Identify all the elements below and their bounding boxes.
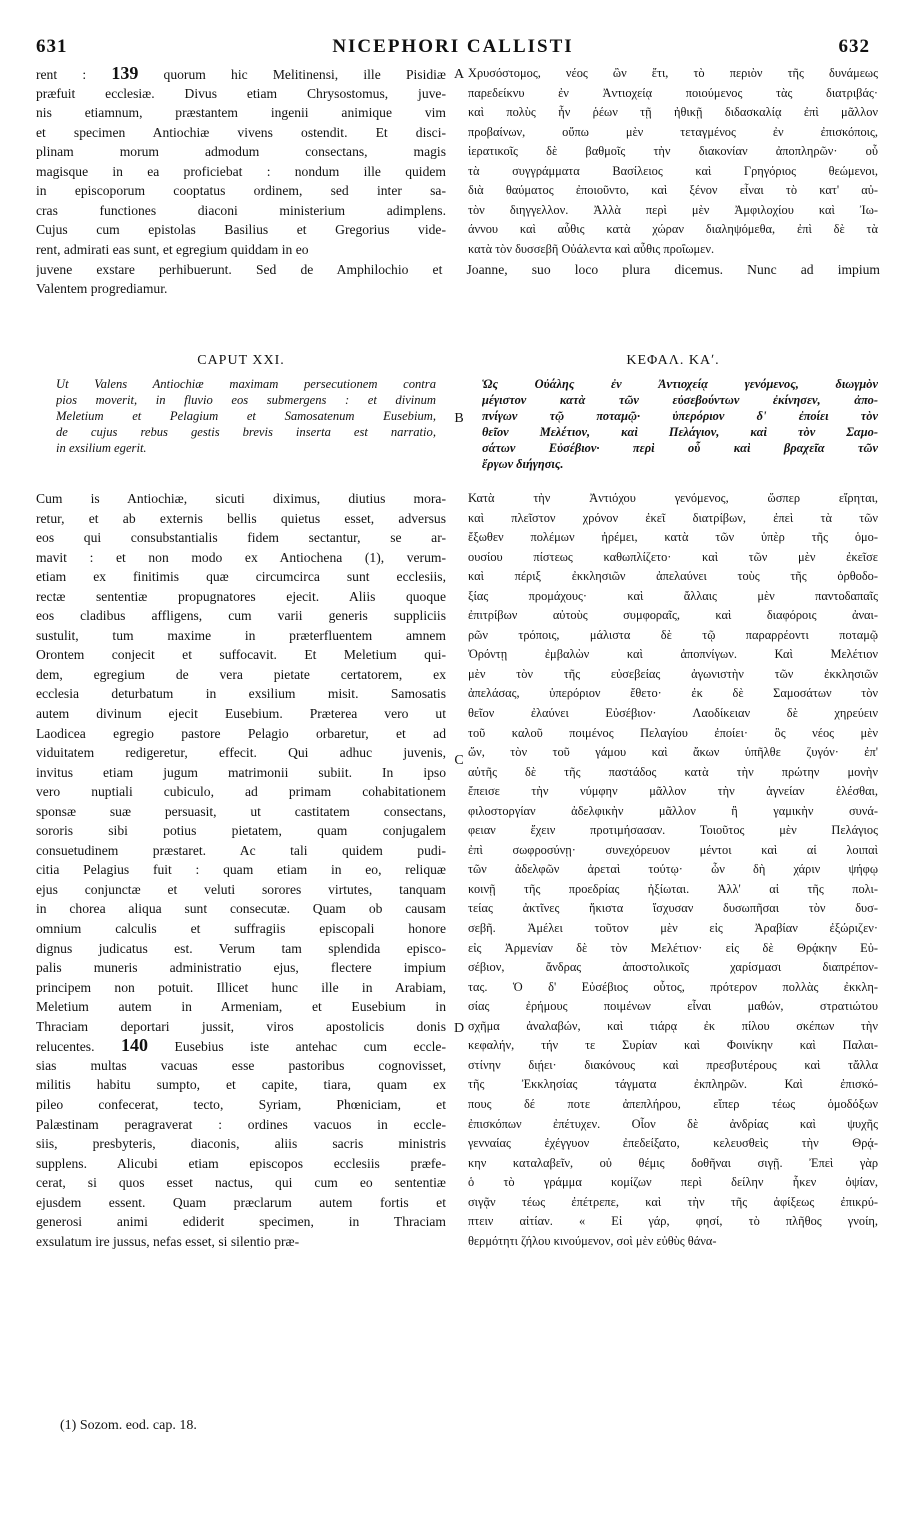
text-line: Ὡς Οὐάλης ἐν Ἀντιοχείᾳ γενόμενος, διωγμὸν: [482, 377, 878, 391]
text-line: πους δέ ποτε ἀπεπλήρου, εἴπερ τέως ὁμοδόξων: [468, 1096, 878, 1111]
text-line: de cujus rebus gestis brevis inserta est narratio,: [56, 425, 436, 439]
text-line: κεφαλήν, τήν τε Συρίαν καὶ Φοινίκην καὶ Παλαι-: [468, 1038, 878, 1053]
text-line: καὶ πέριξ ἐκκλησιῶν ἀπελαύνει τοὺς τῆς ὀρθοδο-: [468, 569, 878, 584]
text-line: retur, et ab externis bellis quietus esset, adversus: [36, 510, 446, 526]
text-line: τὸν διηγγελλον. Ἀλλὰ περὶ μὲν Ἀμφιλοχίου καὶ Ἰω-: [468, 202, 878, 217]
greek-chapter-title: ΚΕΦΑΛ. ΚΑʹ.: [626, 353, 720, 368]
text-line: viduitatem redigeretur, effecit. Qui adhuc juvenis,: [36, 745, 446, 761]
text-line: Thraciam deportari jussit, viros apostolicis donis: [36, 1018, 446, 1034]
text-line: pios moverit, in fluvio eos submergens : et divinum: [56, 393, 436, 407]
text-line: θεῖον ἐλαύνει Εὐσέβιον· Λαοδίκειαν δὲ χηρεύειν: [468, 706, 878, 721]
latin-body: [36, 489, 446, 1251]
margin-marker-a: A: [453, 67, 465, 82]
text-line: άννου καὶ αὖθις κατὰ χώραν διαληψόμεθα, ἐπὶ δὲ τὰ: [468, 222, 878, 237]
text-line: sororis sibi potius pietatem, quam conjugalem: [36, 823, 446, 839]
greek-body: [468, 489, 878, 1251]
text-line: omnium calculis et suffragiis episcopali honore: [36, 921, 446, 937]
latin-intro: [36, 64, 446, 259]
text-line: militis habitu sumpto, et capite, tiara, quam ex: [36, 1077, 446, 1093]
text-line: vero nuptiali cubiculo, ad primam cohabitationem: [36, 784, 446, 800]
text-line: θερμότητι ζήλου κινούμενον, σοὶ μὲν εὐθὺς θάνα-: [468, 1233, 717, 1248]
text-line: μὲν τὸν τῆς εὐσεβείας ἀγωνιστὴν τῶν ἐκκλησιῶν: [468, 666, 878, 681]
text-line: Ὀρόντῃ ἐμβαλὼν καὶ ἀποπνίγων. Καὶ Μελέτιον: [468, 647, 878, 662]
greek-chapter-summary: [482, 376, 878, 472]
text-line: ἱερατικοῖς δὲ βαθμοῖς τὴν διακονίαν ἀποπληρῶν· οὗ: [468, 144, 878, 159]
section-number: 140: [121, 1036, 149, 1056]
text-line: φιλοστοργίαν ἀδελφικὴν μᾶλλον ἢ γαμικὴν συνά-: [468, 803, 878, 818]
text-line: ejusdem essent. Quam præclarum autem fortis et: [36, 1194, 446, 1210]
text-line: pileo confecerat, tecto, Syriam, Phœniciam, et: [36, 1096, 446, 1112]
text-line: Palæstinam peragraverat : ordines vacuos in eccle-: [36, 1116, 446, 1132]
page-header: [36, 36, 870, 62]
text-line: καὶ πολὺς ἦν ῥέων τῇ ἠθικῇ διδασκαλίᾳ ἐπὶ μᾶλλον: [468, 105, 878, 120]
text-line: σίας ἐρήμους ποιμένων εἶναι μαθών, στρατιώτου: [468, 999, 878, 1014]
text-line: citia Pelagius fuit : quam etiam in eo, reliquæ: [36, 862, 446, 878]
left-page-number: 631: [36, 36, 68, 57]
text-line: ουσίου πίστεως καθωπλίζετο· καὶ τῶν μὲν ἐκεῖσε: [468, 549, 878, 564]
text-line: Valentem progrediamur.: [36, 281, 168, 297]
text-line: Χρυσόστομος, νέος ὢν ἔτι, τὸ περιὸν τῆς δυνάμεως: [468, 66, 878, 80]
text-line: rent, admirati eas sunt, et egregium quiddam in eo: [36, 241, 309, 257]
text-line: σέβιον, ἄνδρας ἀποστολικοῖς χαρίσμασι διαπρέπον-: [468, 960, 878, 975]
text-line: κοινῇ τῆς προεδρίας ἠξίωται. Ἀλλ' αἱ τῆς πολι-: [468, 881, 878, 896]
text-line: τοῦ καλοῦ ποιμένος Πελαγίου ἐποίει· ὃς νέος μὲν: [468, 725, 878, 740]
text-line: eos qui consubstantialis fidem sectantur, se ar-: [36, 530, 446, 546]
text-line: σχῆμα ἀναλαβών, καὶ τιάρᾳ ἐκ πίλου σκέπων τὴν: [468, 1018, 878, 1033]
text-line: τὰ συγγράμματα Βασίλειος καὶ Γρηγόριος θεώμενοι,: [468, 163, 878, 178]
text-line: magisque in ea proficiebat : nondum ille quidem: [36, 163, 446, 179]
text-line: τας. Ὁ δ' Εὐσέβιος οὗτος, πρότερον πολλὰς ἐκκλη-: [468, 979, 878, 994]
text-line: dem, egregium de vera pietate certatorem, ex: [36, 666, 446, 682]
text-line: πνίγων τῷ ποταμῷ· ὑπερόριον δ' ἐποίει τὸν: [482, 409, 878, 423]
text-line: ἀπελάσας, ὑπερόριον ἔθετο· ἐκ δὲ Σαμοσάτων τὸν: [468, 686, 878, 701]
text-line: præfuit ecclesiæ. Divus etiam Chrysostomus, juve-: [36, 85, 446, 101]
text-line: ξίας προμάχους· καὶ ἄλλαις μὲν παντοδαπαῖς: [468, 588, 878, 603]
text-line: generosi animi ediderit specimen, in Thraciam: [36, 1214, 446, 1230]
text-line: in chorea aliqua sunt consecutæ. Quam ob causam: [36, 901, 446, 917]
text-line: rent : 139 quorum hic Melitinensi, ille Pisidiæ: [36, 64, 446, 83]
margin-marker-b: B: [454, 411, 464, 426]
full-width-intro: [36, 260, 880, 299]
text-line: ὤν, τὸν τοῦ γάμου καὶ ἄκων ὑπῆλθε ζυγόν· ἐπ': [468, 745, 878, 760]
text-line: Meletium et Pelagium et Samosatenum Eusebium,: [56, 409, 436, 423]
text-line: sponsæ suæ persuasit, ut castitatem consectans,: [36, 803, 446, 819]
text-line: autem divinum ejecit Eusebium. Præterea vero ut: [36, 706, 446, 722]
text-line: cras functiones diaconi ministerium adimplens.: [36, 202, 446, 218]
text-line: σεβῆ. Ἀμέλει τοῦτον μὲν εἰς Ἀραβίαν ἐξώριζεν·: [468, 921, 878, 936]
text-line: τῆς Ἐκκλησίας τάγματα ἐκπληρῶν. Καὶ ἐπισκό-: [468, 1077, 878, 1092]
text-line: dignus judicatus est. Verum tam splendida episco-: [36, 940, 446, 956]
greek-intro: [468, 64, 878, 259]
text-line: Orontem conjecit et suffocavit. Et Meletium qui-: [36, 647, 446, 663]
text-line: καὶ πλεῖστον χρόνον ἐκεῖ διατρίβων, ἐπεὶ τὰ τῶν: [468, 510, 878, 525]
text-line: siis, presbyteris, diaconis, aliis sacris ministris: [36, 1136, 446, 1152]
text-line: ἔργων διήγησις.: [482, 457, 564, 471]
text-line: rectæ sententiæ propugnatores ejecit. Aliis quoque: [36, 588, 446, 604]
text-line: ἐπισκόπων ἐπέτυχεν. Οἷον δὲ ἀνδρίας καὶ ψυχῆς: [468, 1116, 878, 1131]
text-line: σιγᾷν τέως ἐπέτρεπε, καὶ τὴν τῆς ἀφίξεως ἐπικρύ-: [468, 1194, 878, 1209]
text-line: sustulit, tum maxime in præterfluentem amnem: [36, 627, 446, 643]
text-line: invitus etiam jugum matrimonii subiit. In ipso: [36, 764, 446, 780]
text-line: γενναίας ἐχέγγυον ἐπεδείξατο, κελευσθεὶς τὴν Θρᾴ-: [468, 1136, 878, 1151]
latin-chapter-summary: [56, 376, 436, 456]
text-line: αὐτῆς δὲ τῆς παστάδος κατὰ τὴν πρώτην μονὴν: [468, 764, 878, 779]
text-line: Κατὰ τὴν Ἀντιόχου γενόμενος, ὥσπερ εἴρηται,: [468, 491, 878, 505]
text-line: παρεδείκνυ ἐν Ἀντιοχείᾳ ποιούμενος τὰς διατριβάς·: [468, 85, 878, 100]
section-number: 139: [111, 64, 139, 83]
text-line: μέγιστον κατὰ τῶν εὐσεβούντων ἐκίνησεν, ἀπο-: [482, 393, 878, 407]
text-line: consuetudinem præstaret. Ac tali quidem pudi-: [36, 842, 446, 858]
text-line: Meletium autem in Armeniam, et Eusebium in: [36, 999, 446, 1015]
text-line: eos cladibus affligens, cum varii generis suppliciis: [36, 608, 446, 624]
text-line: mavit : et non modo ex Antiochena (1), verum-: [36, 549, 446, 565]
text-line: plinam morum admodum consectans, magis: [36, 144, 446, 160]
running-title: NICEPHORI CALLISTI: [332, 36, 574, 57]
text-line: Ut Valens Antiochiæ maximam persecutionem contra: [56, 377, 436, 391]
text-line: ἔξωθεν πολέμων ἠρέμει, κατὰ τῶν ὑπὲρ τῆς ὁμο-: [468, 530, 878, 545]
text-line: Cujus cum epistolas Basilius et Gregorius vide-: [36, 222, 446, 238]
text-line: palis muneris administratio ejus, flectere impium: [36, 960, 446, 976]
text-line: θεῖον Μελέτιον, καὶ Πελάγιον, καὶ τὸν Σαμο-: [482, 425, 878, 439]
latin-chapter-title: CAPUT XXI.: [197, 353, 285, 368]
text-line: στίνην διῄει· διακόνους καὶ πρεσβυτέρους καὶ τἄλλα: [468, 1057, 878, 1072]
text-line: et specimen Antiochiæ vivens ostendit. Et disci-: [36, 124, 446, 140]
text-line: ρῶν τρόποις, μάλιστα δὲ τῷ παραρρέοντι ποταμῷ: [468, 627, 878, 642]
text-line: supplens. Alicubi etiam episcopos ecclesiis præfe-: [36, 1155, 446, 1171]
text-line: κατὰ τὸν δυσσεβῆ Οὐάλεντα καὶ αὖθις προΐωμεν.: [468, 241, 715, 256]
text-line: nis etiamnum, præstantem ingenii animique vim: [36, 105, 446, 121]
text-line: ὁ τὸ γράμμα κομίζων περὶ δείλην ἧκεν ὀψίαν,: [468, 1175, 878, 1190]
text-line: juvene exstare perhibuerunt. Sed de Amphilochio et Joanne, suo loco plura dicemus. Nunc ad impium: [36, 261, 880, 277]
text-line: in exsilium egerit.: [56, 441, 147, 455]
margin-marker-d: D: [453, 1021, 465, 1036]
text-line: etiam ex finitimis quæ circumcirca sunt ecclesiis,: [36, 569, 446, 585]
text-line: in episcoporum cooptatus ordinem, sed inter sa-: [36, 183, 446, 199]
text-line: ἐπὶ σωφροσύνῃ· συνεχόρευον μέντοι καὶ αἱ λοιπαὶ: [468, 842, 878, 857]
text-line: κην καταλαβεῖν, οὐ θέμις δοθῆναι σιγῇ. Ἐπεὶ γὰρ: [468, 1155, 878, 1170]
text-line: relucentes. 140 Eusebius iste antehac cum eccle-: [36, 1036, 446, 1056]
text-line: πτειν αἰτίαν. « Εἰ γάρ, φησί, τὸ πλῆθος γνοίη,: [468, 1214, 878, 1229]
text-line: Cum is Antiochiæ, sicuti diximus, diutius mora-: [36, 491, 446, 506]
text-line: τείας ἀκτῖνες ἥκιστα ἴσχυσαν δυσωπῆσαι τὸν δυσ-: [468, 901, 878, 916]
text-line: cerat, si quos esset nactus, qui cum eo sententiæ: [36, 1175, 446, 1191]
text-line: ἔπεισε τὴν νύμφην μᾶλλον τὴν ἁγνείαν ἑλέσθαι,: [468, 784, 878, 799]
text-line: sias multas vacuas esse pastoribus cognovisset,: [36, 1057, 446, 1073]
text-line: ἐπιτρίβων αὐτοὺς συμφοραῖς, καὶ διαφόροις ἀναι-: [468, 608, 878, 623]
footnote: (1) Sozom. eod. cap. 18.: [60, 1418, 197, 1433]
margin-marker-c: C: [454, 753, 464, 768]
text-line: ecclesia deturbatum in exsilium misit. Samosatis: [36, 686, 446, 702]
text-line: σάτων Εὐσέβιον· περὶ οὗ καὶ βραχεῖα τῶν: [482, 441, 878, 455]
text-line: ejus conjunctæ et veluti sorores virtutes, tanquam: [36, 881, 446, 897]
text-line: τῶν ἀδελφῶν ἀρεταὶ τούτῳ· ὧν δὴ χάριν ψήφῳ: [468, 862, 878, 877]
text-line: exsulatum ire jussus, nefas esset, si silentio præ-: [36, 1233, 300, 1249]
right-page-number: 632: [838, 36, 870, 57]
text-line: εἰς Ἀρμενίαν δὲ τὸν Μελέτιον· εἰς δὲ Θρᾴκην Εὐ-: [468, 940, 878, 955]
text-line: principem non potuit. Illicet hunc ille in Arabiam,: [36, 979, 446, 995]
text-line: προβαίνων, οὔπω μὲν τεταγμένος ἐν ἐπισκόποις,: [468, 124, 878, 139]
text-line: φειαν ἔχειν προτιμήσασαν. Τοιοῦτος μὲν Πελάγιος: [468, 823, 878, 838]
text-line: διὰ θαύματος ἐποιοῦντο, καὶ ξένον εἶναι τὸ κατ' αὐ-: [468, 183, 878, 198]
text-line: Laodicea egregio pastore Pelagio orbaretur, et ad: [36, 725, 446, 741]
